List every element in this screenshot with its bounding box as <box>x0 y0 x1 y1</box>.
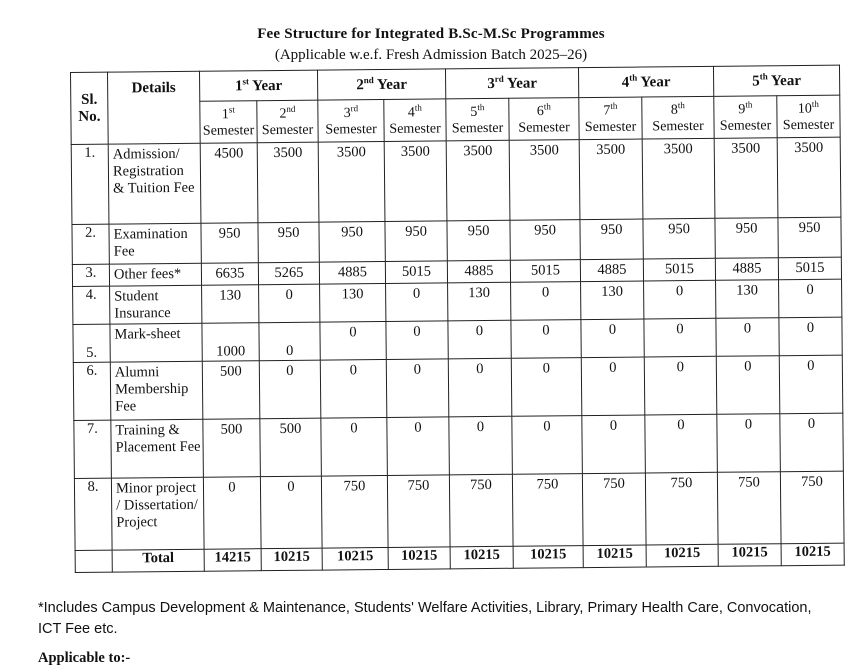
semester-1-header: 1st Semester <box>200 101 257 144</box>
fee-value-cell: 0 <box>644 318 716 357</box>
fee-value-cell: 0 <box>716 318 779 357</box>
row-details: Minor project / Dissertation/ Project <box>111 477 204 550</box>
total-value-cell: 10215 <box>718 544 781 567</box>
fee-value-cell: 3500 <box>642 138 715 219</box>
fee-value-cell: 0 <box>321 417 388 476</box>
fee-value-cell: 0 <box>779 317 842 356</box>
fee-value-cell: 0 <box>717 414 781 473</box>
fee-value-cell: 0 <box>320 359 387 418</box>
fee-value-cell: 0 <box>387 417 450 476</box>
fee-value-cell: 0 <box>716 356 780 415</box>
fee-value-cell: 750 <box>387 475 450 548</box>
fee-value-cell: 950 <box>385 221 447 262</box>
semester-4-header: 4th Semester <box>384 99 446 142</box>
row-details: Mark-sheet <box>110 323 202 362</box>
total-value-cell: 14215 <box>204 549 261 572</box>
fee-value-cell: 0 <box>448 320 511 359</box>
fee-value-cell: 3500 <box>257 142 319 223</box>
total-value-cell: 10215 <box>646 544 718 567</box>
fee-table-container <box>70 65 845 573</box>
document-subtitle: (Applicable w.e.f. Fresh Admission Batch 2025–26) <box>274 47 588 63</box>
applicable-to-heading: Applicable to:- <box>38 650 131 666</box>
row-serial: 8. <box>74 478 112 550</box>
fee-value-cell: 3500 <box>384 141 447 222</box>
semester-2-header: 2nd Semester <box>257 100 318 143</box>
fee-value-cell: 950 <box>643 218 715 259</box>
fee-value-cell: 750 <box>512 474 583 547</box>
year-4-header: 4th Year <box>578 66 713 97</box>
row-serial: 5. <box>73 324 110 362</box>
fee-value-cell: 130 <box>581 281 644 320</box>
fee-value-cell: 3500 <box>509 140 580 221</box>
table-row <box>73 355 843 420</box>
fee-value-cell: 750 <box>780 471 844 544</box>
fee-value-cell: 0 <box>259 284 320 323</box>
fee-value-cell: 6635 <box>201 263 258 286</box>
row-details: Admission/ Registration & Tuition Fee <box>108 143 201 224</box>
total-value-cell: 10215 <box>513 546 583 569</box>
row-serial: 3. <box>72 264 109 286</box>
fee-value-cell: 0 <box>449 416 513 475</box>
row-details: Training & Placement Fee <box>111 419 204 478</box>
fee-value-cell: 3500 <box>446 140 510 221</box>
total-value-cell: 10215 <box>450 546 513 569</box>
fee-value-cell: 4885 <box>580 259 643 282</box>
fee-value-cell: 5015 <box>510 260 580 283</box>
fee-value-cell: 500 <box>203 419 261 478</box>
fee-value-cell: 130 <box>202 285 259 324</box>
fee-value-cell: 0 <box>511 320 581 359</box>
sl-no-header: Sl. No. <box>71 72 109 144</box>
fee-value-cell: 950 <box>258 222 319 263</box>
fee-value-cell: 950 <box>319 221 385 262</box>
semester-7-header: 7th Semester <box>579 97 642 140</box>
fee-value-cell: 950 <box>447 220 510 261</box>
fee-value-cell: 3500 <box>714 138 778 219</box>
total-value-cell: 10215 <box>388 547 450 570</box>
row-serial: 4. <box>73 286 110 324</box>
fee-value-cell: 0 <box>448 358 512 417</box>
total-label: Total <box>112 549 204 572</box>
fee-value-cell: 950 <box>580 219 643 260</box>
fee-value-cell: 0 <box>512 416 583 475</box>
fee-value-cell: 3500 <box>318 141 385 222</box>
table-row <box>74 413 844 478</box>
row-serial: 6. <box>73 362 111 420</box>
row-details: Other fees* <box>109 263 201 286</box>
fee-value-cell: 0 <box>581 319 644 358</box>
fee-value-cell: 750 <box>321 475 388 548</box>
fee-value-cell: 130 <box>448 282 511 321</box>
row-serial: 7. <box>74 420 112 478</box>
row-details: Examination Fee <box>109 223 201 264</box>
table-row <box>71 137 841 224</box>
fee-value-cell: 500 <box>202 361 260 420</box>
fee-value-cell: 950 <box>201 223 258 264</box>
fee-value-cell: 950 <box>778 217 841 258</box>
fee-value-cell: 0 <box>260 476 322 549</box>
fee-value-cell: 0 <box>644 356 717 415</box>
fee-value-cell: 4885 <box>447 260 510 283</box>
fee-value-cell: 0 <box>581 357 645 416</box>
fee-value-cell: 0 <box>320 321 386 360</box>
fee-value-cell: 0 <box>259 360 321 419</box>
fee-value-cell: 950 <box>510 220 580 261</box>
semester-9-header: 9th Semester <box>714 96 777 139</box>
fee-value-cell: 0 <box>645 414 718 473</box>
fee-value-cell: 0 <box>259 322 320 361</box>
semester-10-header: 10th Semester <box>777 95 840 138</box>
fee-value-cell: 750 <box>449 474 513 547</box>
fee-value-cell: 750 <box>645 472 718 545</box>
fee-value-cell: 3500 <box>777 137 841 218</box>
semester-3-header: 3rd Semester <box>318 99 384 142</box>
row-serial: 2. <box>72 224 109 264</box>
fee-value-cell: 500 <box>260 418 322 477</box>
fee-value-cell: 5015 <box>643 258 715 281</box>
fee-value-cell: 0 <box>511 358 582 417</box>
fee-value-cell: 130 <box>320 283 386 322</box>
total-value-cell: 10215 <box>583 545 646 568</box>
fee-value-cell: 5265 <box>258 262 319 285</box>
fee-value-cell: 1000 <box>202 323 259 362</box>
total-serial-blank <box>75 550 112 572</box>
year-3-header: 3rd Year <box>445 68 578 99</box>
total-value-cell: 10215 <box>781 543 844 566</box>
fee-value-cell: 0 <box>386 283 448 322</box>
table-row <box>74 471 844 550</box>
fee-value-cell: 950 <box>715 218 778 259</box>
fee-value-cell: 5015 <box>385 261 447 284</box>
fee-value-cell: 750 <box>582 473 646 546</box>
footnote: *Includes Campus Development & Maintenance, Students' Welfare Activities, Library, Primary Health Care, Convocation, ICT Fee etc. <box>38 600 812 637</box>
fee-value-cell: 0 <box>780 413 844 472</box>
total-value-cell: 10215 <box>322 547 388 570</box>
fee-value-cell: 0 <box>644 280 716 319</box>
year-2-header: 2nd Year <box>317 69 445 100</box>
fee-value-cell: 750 <box>717 472 781 545</box>
fee-value-cell: 4500 <box>200 143 258 224</box>
fee-structure-table <box>70 65 845 573</box>
fee-value-cell: 3500 <box>579 139 643 220</box>
fee-value-cell: 0 <box>511 282 581 321</box>
fee-value-cell: 130 <box>716 280 779 319</box>
year-5-header: 5th Year <box>713 65 839 96</box>
fee-value-cell: 0 <box>203 477 261 550</box>
row-serial: 1. <box>71 144 109 224</box>
fee-value-cell: 0 <box>386 359 449 418</box>
semester-5-header: 5th Semester <box>446 98 509 141</box>
semester-6-header: 6th Semester <box>509 98 579 141</box>
document-title: Fee Structure for Integrated B.Sc-M.Sc Programmes <box>257 26 605 42</box>
fee-value-cell: 4885 <box>319 261 385 284</box>
total-value-cell: 10215 <box>261 548 322 571</box>
fee-value-cell: 0 <box>779 355 843 414</box>
details-header: Details <box>108 71 201 144</box>
fee-value-cell: 5015 <box>778 257 841 280</box>
fee-value-cell: 0 <box>582 415 646 474</box>
row-details: Alumni Membership Fee <box>110 361 203 420</box>
year-1-header: 1st Year <box>199 70 317 101</box>
semester-8-header: 8th Semester <box>642 96 714 139</box>
row-details: Student Insurance <box>110 285 202 324</box>
fee-value-cell: 4885 <box>715 258 778 281</box>
fee-value-cell: 0 <box>386 321 448 360</box>
fee-value-cell: 0 <box>779 279 842 318</box>
